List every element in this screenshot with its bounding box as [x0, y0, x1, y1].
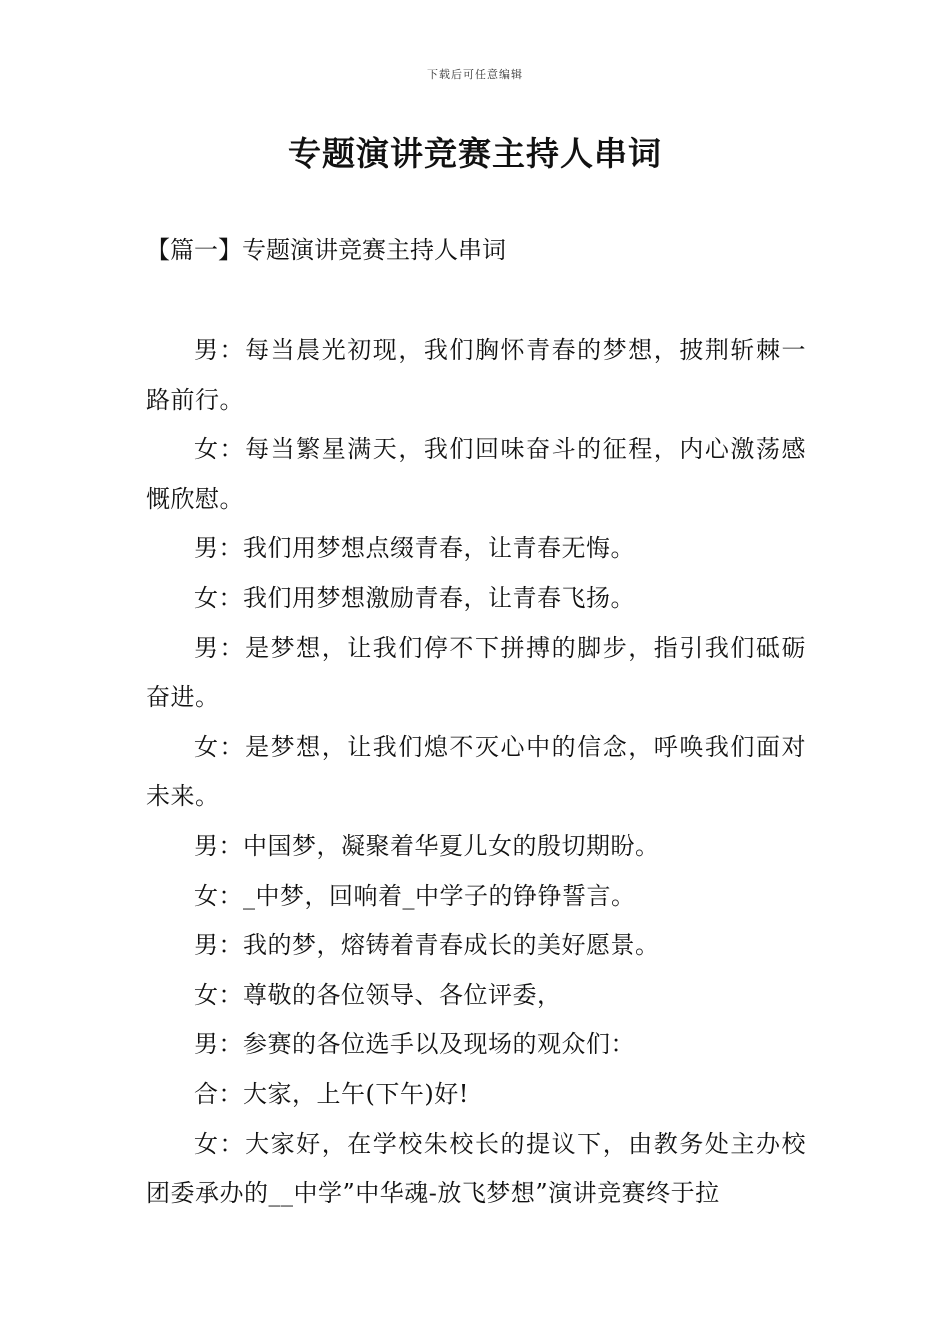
paragraph: 男：参赛的各位选手以及现场的观众们：: [194, 1030, 635, 1059]
paragraph: 男：中国梦，凝聚着华夏儿女的殷切期盼。: [194, 831, 660, 860]
paragraph: 女：尊敬的各位领导、各位评委，: [194, 980, 562, 1009]
paragraph: 男：是梦想，让我们停不下拼搏的脚步，指引我们砥砺奋进。: [146, 633, 806, 712]
section-heading: 【篇一】专题演讲竞赛主持人串词: [146, 236, 506, 264]
paragraph: 女：_中梦，回响着_中学子的铮铮誓言。: [194, 881, 636, 910]
paragraph: 女：是梦想，让我们熄不灭心中的信念，呼唤我们面对未来。: [146, 732, 806, 811]
document-title: 专题演讲竞赛主持人串词: [288, 134, 662, 173]
paragraph: 合：大家，上午(下午)好!: [194, 1079, 469, 1108]
paragraph: 男：我的梦，熔铸着青春成长的美好愿景。: [194, 931, 660, 960]
document-body: [146, 326, 806, 1219]
header-note: 下载后可任意编辑: [427, 68, 523, 81]
paragraph: 女：我们用梦想激励青春，让青春飞扬。: [194, 583, 635, 612]
paragraph: 男：我们用梦想点缀青春，让青春无悔。: [194, 534, 635, 563]
paragraph: 女：每当繁星满天，我们回味奋斗的征程，内心激荡感慨欣慰。: [146, 435, 806, 513]
paragraph: 女：大家好，在学校朱校长的提议下，由教务处主办校团委承办的__中学”中华魂-放飞梦想”演讲竞赛终于拉: [146, 1129, 806, 1208]
paragraph: 男：每当晨光初现，我们胸怀青春的梦想，披荆斩棘一路前行。: [146, 336, 806, 414]
